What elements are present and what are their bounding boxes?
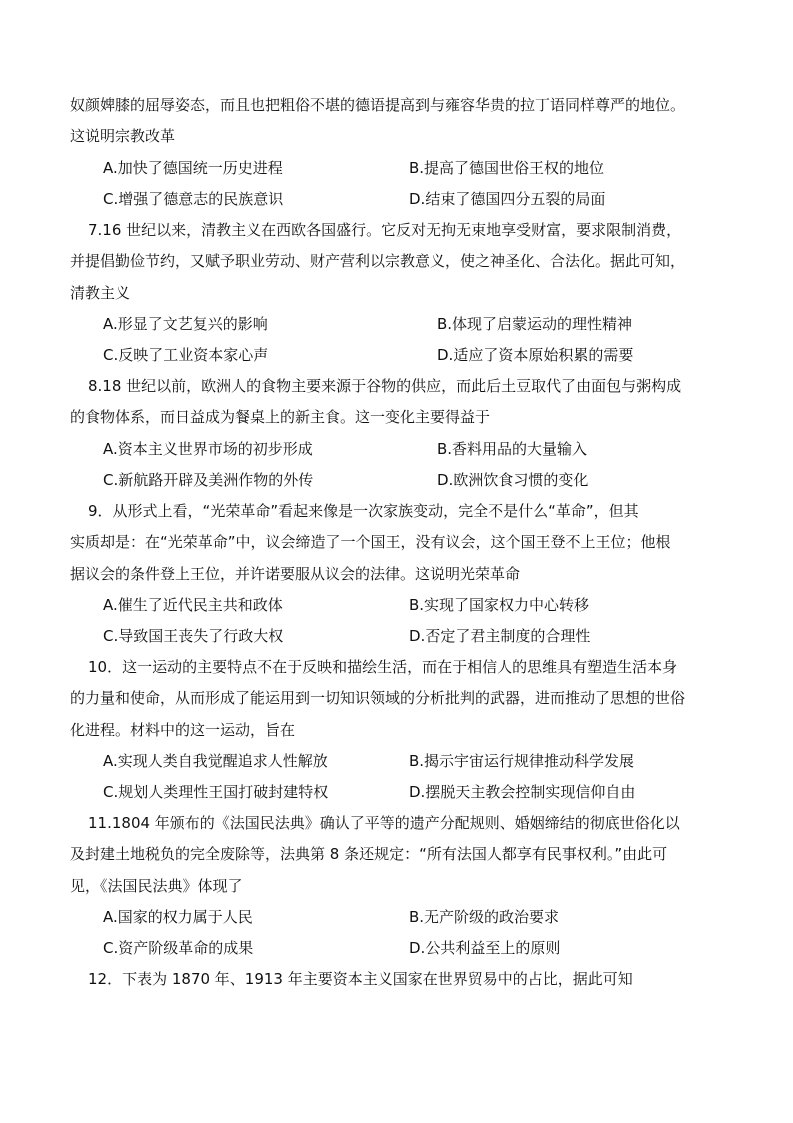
q10-option-b: B.揭示宇宙运行规律推动科学发展 [409, 752, 635, 770]
q8-option-b: B.香料用品的大量输入 [437, 440, 588, 458]
q8-option-a: A.资本主义世界市场的初步形成 [103, 440, 313, 458]
q10-stem-line-2: 的力量和使命，从而形成了能运用到一切知识领域的分析批判的武器，进而推动了思想的世俗 [70, 689, 686, 707]
q6-option-c: C.增强了德意志的民族意识 [103, 190, 284, 208]
q10-option-a: A.实现人类自我觉醒追求人性解放 [103, 752, 328, 770]
q11-option-a: A.国家的权力属于人民 [103, 908, 253, 926]
q9-stem-line-1: 9．从形式上看，“光荣革命”看起来像是一次家族变动，完全不是什么“革命”，但其 [88, 502, 639, 520]
q8-option-d: D.欧洲饮食习惯的变化 [437, 471, 589, 489]
q10-stem-line-3: 化进程。材料中的这一运动，旨在 [70, 721, 296, 739]
q8-stem-line-1: 8.18 世纪以前，欧洲人的食物主要来源于谷物的供应，而此后土豆取代了由面包与粥构成 [88, 377, 682, 395]
q12-stem-line-1: 12．下表为 1870 年、1913 年主要资本主义国家在世界贸易中的占比，据此可知 [88, 970, 633, 988]
q9-option-c: C.导致国王丧失了行政大权 [103, 627, 284, 645]
q7-option-c: C.反映了工业资本家心声 [103, 346, 269, 364]
q9-stem-line-3: 据议会的条件登上王位，并许诺要服从议会的法律。这说明光荣革命 [70, 565, 521, 583]
q10-stem-line-1: 10．这一运动的主要特点不在于反映和描绘生活，而在于相信人的思维具有塑造生活本身 [88, 658, 678, 676]
q9-option-d: D.否定了君主制度的合理性 [409, 627, 591, 645]
q6-stem-line-1: 奴颜婢膝的屈辱姿态，而且也把粗俗不堪的德语提高到与雍容华贵的拉丁语同样尊严的地位。 [70, 96, 686, 114]
q6-option-a: A.加快了德国统一历史进程 [103, 159, 283, 177]
q7-stem-line-1: 7.16 世纪以来，清教主义在西欧各国盛行。它反对无拘无束地享受财富，要求限制消费， [88, 221, 682, 239]
q6-stem-line-2: 这说明宗教改革 [70, 127, 176, 145]
q11-stem-line-1: 11.1804 年颁布的《法国民法典》确认了平等的遗产分配规则、婚姻缔结的彻底世俗化以 [88, 814, 680, 832]
q11-option-c: C.资产阶级革命的成果 [103, 939, 254, 957]
q7-stem-line-3: 清教主义 [70, 284, 131, 302]
q8-stem-line-2: 的食物体系，而日益成为餐桌上的新主食。这一变化主要得益于 [70, 408, 491, 426]
q10-option-c: C.规划人类理性王国打破封建特权 [103, 783, 329, 801]
q9-stem-line-2: 实质却是：在“光荣革命”中，议会缔造了一个国王，没有议会，这个国王登不上王位；他根 [70, 533, 671, 551]
q11-stem-line-2: 及封建土地税负的完全废除等，法典第 8 条还规定：“所有法国人都享有民事权利。”由此可 [70, 845, 668, 863]
q10-option-d: D.摆脱天主教会控制实现信仰自由 [409, 783, 636, 801]
q9-option-a: A.催生了近代民主共和政体 [103, 596, 283, 614]
q6-option-b: B.提高了德国世俗王权的地位 [409, 159, 605, 177]
q9-option-b: B.实现了国家权力中心转移 [409, 596, 590, 614]
q7-stem-line-2: 并提倡勤俭节约，又赋予职业劳动、财产营利以宗教意义，使之神圣化、合法化。据此可知， [70, 252, 686, 270]
q7-option-b: B.体现了启蒙运动的理性精神 [437, 315, 633, 333]
q7-option-a: A.形显了文艺复兴的影响 [103, 315, 268, 333]
q11-stem-line-3: 见，《法国民法典》体现了 [70, 877, 243, 895]
q6-option-d: D.结束了德国四分五裂的局面 [409, 190, 606, 208]
q11-option-b: B.无产阶级的政治要求 [409, 908, 560, 926]
q7-option-d: D.适应了资本原始积累的需要 [437, 346, 634, 364]
q8-option-c: C.新航路开辟及美洲作物的外传 [103, 471, 314, 489]
q11-option-d: D.公共利益至上的原则 [409, 939, 561, 957]
